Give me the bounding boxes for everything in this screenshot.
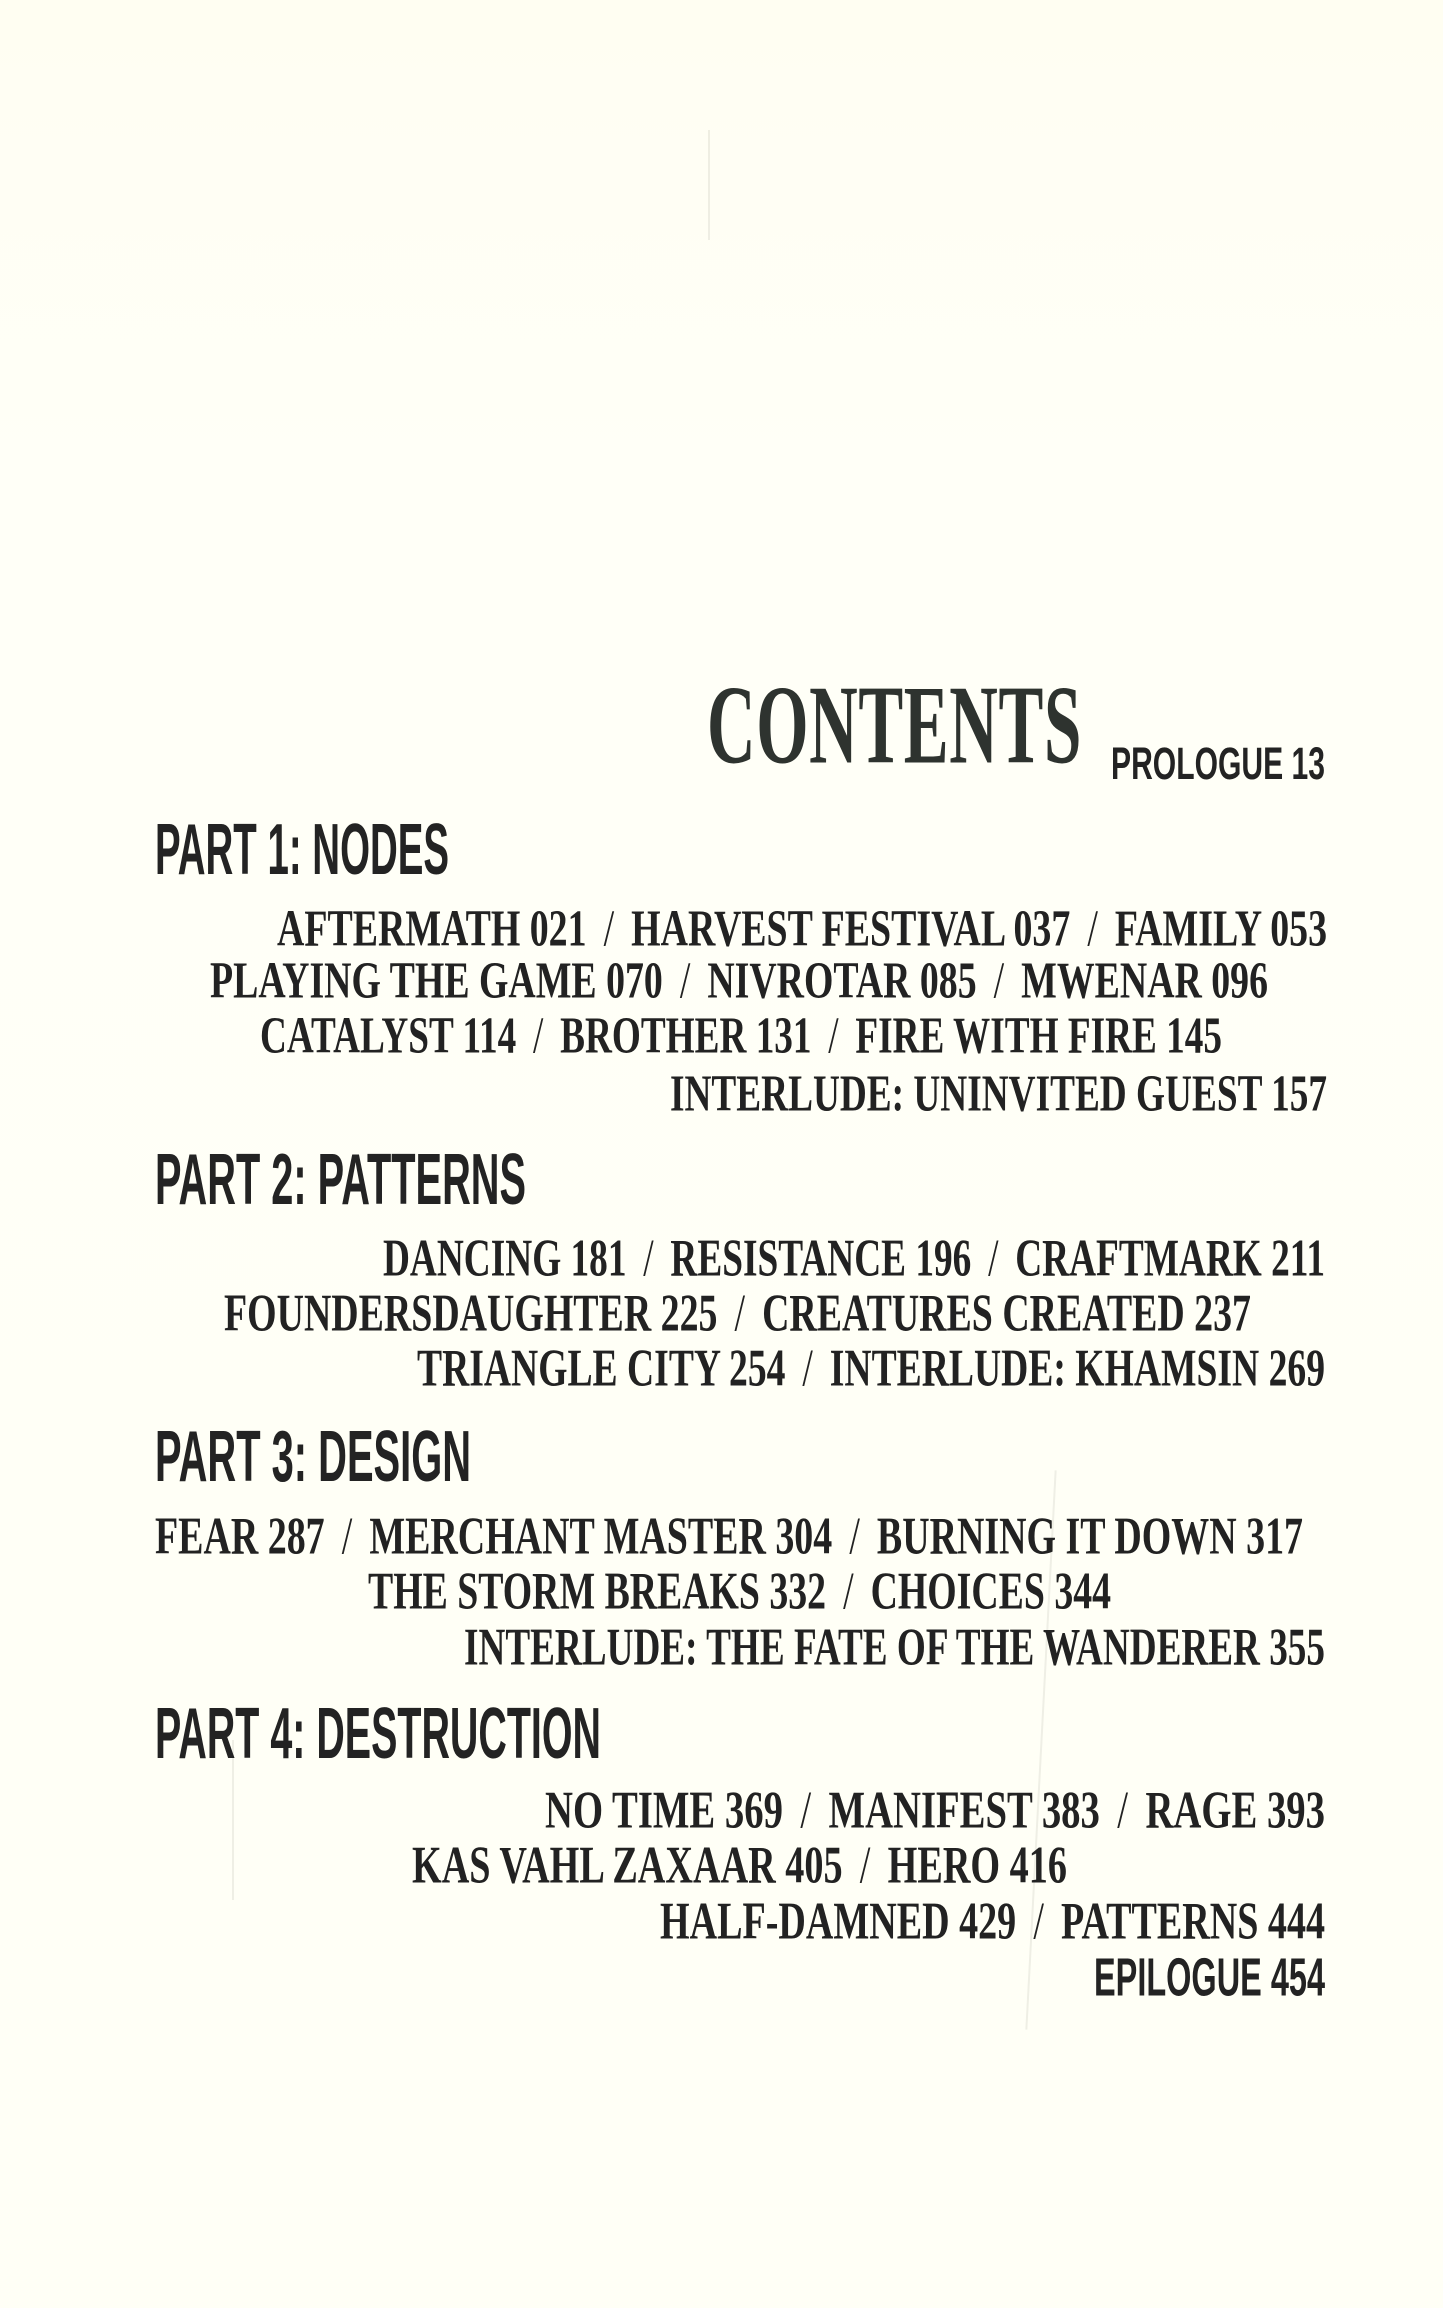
chapter-entry[interactable]: MANIFEST 383 — [828, 1780, 1100, 1840]
chapter-entry[interactable]: AFTERMATH 021 — [277, 899, 587, 957]
chapter-entry[interactable]: NIVROTAR 085 — [707, 951, 977, 1009]
chapter-entry[interactable]: DANCING 181 — [383, 1228, 627, 1288]
toc-row — [224, 1283, 1251, 1343]
separator-slash: / — [802, 1338, 813, 1398]
toc-row — [260, 1006, 1222, 1064]
paper-crease — [708, 130, 710, 240]
separator-slash: / — [603, 899, 615, 957]
chapter-entry[interactable]: CREATURES CREATED 237 — [762, 1283, 1251, 1343]
toc-row — [155, 1506, 1303, 1566]
separator-slash: / — [1033, 1891, 1044, 1951]
separator-slash: / — [828, 1006, 839, 1064]
chapter-entry[interactable]: FIRE WITH FIRE 145 — [855, 1006, 1222, 1064]
toc-row — [277, 899, 1327, 957]
chapter-entry[interactable]: CRAFTMARK 211 — [1015, 1228, 1325, 1288]
chapter-entry[interactable]: HALF-DAMNED 429 — [660, 1891, 1017, 1951]
chapter-entry[interactable]: FEAR 287 — [155, 1506, 325, 1566]
chapter-entry[interactable]: KAS VAHL ZAXAAR 405 — [412, 1835, 843, 1895]
chapter-entry[interactable]: CHOICES 344 — [870, 1561, 1111, 1621]
chapter-entry[interactable]: PLAYING THE GAME 070 — [210, 951, 663, 1009]
chapter-entry[interactable]: BROTHER 131 — [560, 1006, 812, 1064]
toc-row — [660, 1891, 1325, 1951]
part-3-heading: PART 3: DESIGN — [155, 1416, 471, 1498]
chapter-entry[interactable]: INTERLUDE: KHAMSIN 269 — [829, 1338, 1325, 1398]
toc-row — [368, 1561, 1111, 1621]
chapter-entry[interactable]: NO TIME 369 — [545, 1780, 783, 1840]
toc-row — [383, 1228, 1325, 1288]
part-2-heading: PART 2: PATTERNS — [155, 1139, 526, 1221]
chapter-entry[interactable]: TRIANGLE CITY 254 — [417, 1338, 786, 1398]
chapter-entry[interactable]: INTERLUDE: UNINVITED GUEST 157 — [670, 1064, 1327, 1122]
chapter-entry[interactable]: INTERLUDE: THE FATE OF THE WANDERER 355 — [464, 1617, 1325, 1677]
chapter-entry[interactable]: PATTERNS 444 — [1061, 1891, 1325, 1951]
toc-row — [417, 1338, 1325, 1398]
separator-slash: / — [1117, 1780, 1129, 1840]
chapter-entry[interactable]: BURNING IT DOWN 317 — [876, 1506, 1303, 1566]
chapter-entry[interactable]: HARVEST FESTIVAL 037 — [631, 899, 1071, 957]
separator-slash: / — [988, 1228, 999, 1288]
chapter-entry[interactable]: FOUNDERSDAUGHTER 225 — [224, 1283, 718, 1343]
toc-row — [412, 1835, 1067, 1895]
separator-slash: / — [734, 1283, 746, 1343]
contents-title: CONTENTS — [707, 663, 1082, 788]
epilogue-entry[interactable]: EPILOGUE 454 — [1094, 1946, 1325, 2007]
chapter-entry[interactable]: HERO 416 — [887, 1835, 1067, 1895]
separator-slash: / — [800, 1780, 812, 1840]
toc-row — [210, 951, 1268, 1009]
chapter-entry[interactable]: THE STORM BREAKS 332 — [368, 1561, 827, 1621]
toc-row — [670, 1064, 1327, 1122]
separator-slash: / — [341, 1506, 353, 1566]
chapter-entry[interactable]: RESISTANCE 196 — [670, 1228, 972, 1288]
separator-slash: / — [849, 1506, 860, 1566]
part-4-heading: PART 4: DESTRUCTION — [155, 1693, 601, 1775]
separator-slash: / — [843, 1561, 854, 1621]
separator-slash: / — [993, 951, 1005, 1009]
separator-slash: / — [859, 1835, 871, 1895]
separator-slash: / — [1087, 899, 1098, 957]
chapter-entry[interactable]: MERCHANT MASTER 304 — [369, 1506, 833, 1566]
separator-slash: / — [679, 951, 691, 1009]
part-1-heading: PART 1: NODES — [155, 809, 449, 891]
prologue-entry[interactable]: PROLOGUE 13 — [1111, 737, 1325, 789]
separator-slash: / — [643, 1228, 654, 1288]
toc-row — [464, 1617, 1325, 1677]
chapter-entry[interactable]: CATALYST 114 — [260, 1006, 517, 1064]
separator-slash: / — [533, 1006, 544, 1064]
chapter-entry[interactable]: FAMILY 053 — [1114, 899, 1327, 957]
chapter-entry[interactable]: RAGE 393 — [1145, 1780, 1325, 1840]
toc-row — [545, 1780, 1325, 1840]
chapter-entry[interactable]: MWENAR 096 — [1021, 951, 1268, 1009]
